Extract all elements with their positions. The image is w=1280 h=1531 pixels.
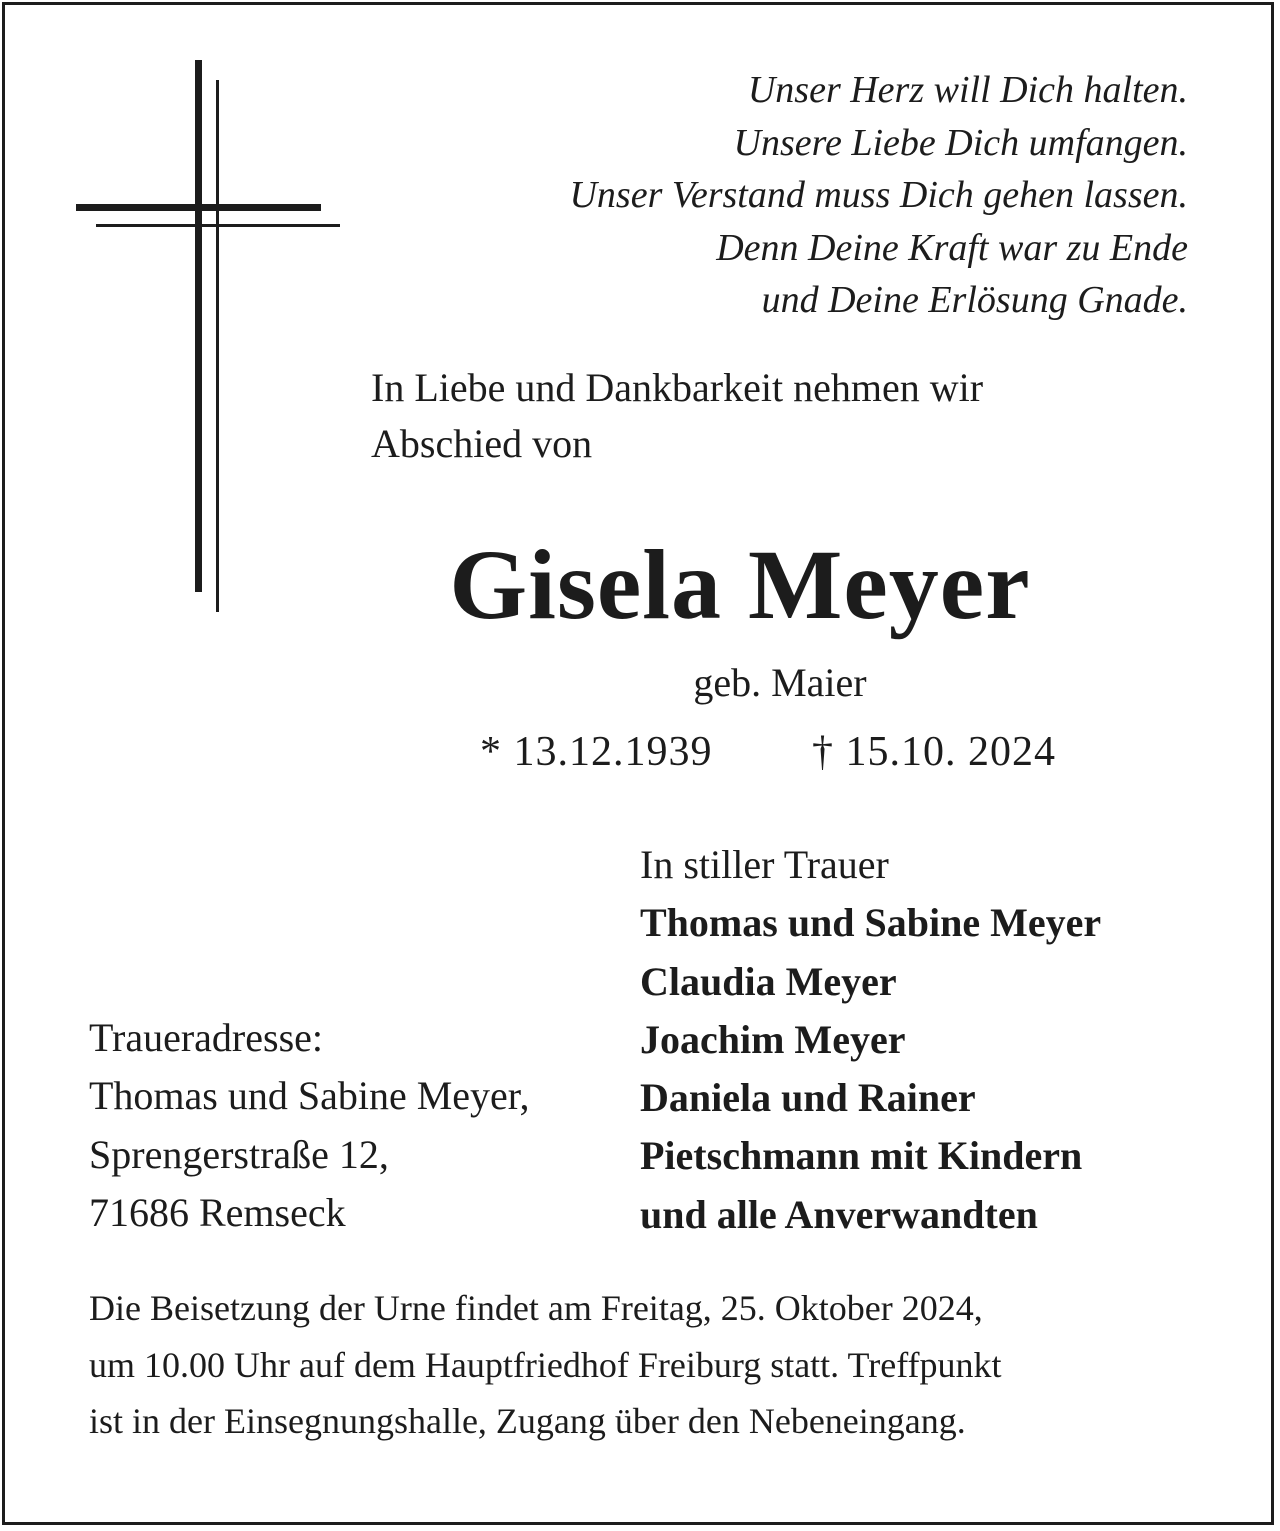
burial-notice bbox=[89, 1280, 1209, 1450]
deceased-name: Gisela Meyer bbox=[449, 529, 1031, 640]
mourner-line: Joachim Meyer bbox=[640, 1016, 906, 1062]
burial-notice-line: um 10.00 Uhr auf dem Hauptfriedhof Freiburg statt. Treffpunkt bbox=[89, 1344, 1002, 1385]
maiden-name: geb. Maier bbox=[693, 660, 867, 705]
mourner-line: Daniela und Rainer bbox=[640, 1075, 976, 1121]
farewell-intro bbox=[371, 360, 1191, 472]
address-line: Thomas und Sabine Meyer, bbox=[89, 1073, 530, 1119]
birth-date: * 13.12.1939 bbox=[480, 729, 713, 775]
burial-notice-line: ist in der Einsegnungshalle, Zugang über den Nebeneingang. bbox=[89, 1401, 966, 1441]
farewell-intro-line: In Liebe und Dankbarkeit nehmen wir bbox=[371, 365, 984, 410]
cross-vertical-thick-bar bbox=[195, 60, 202, 592]
poem-line: Unsere Liebe Dich umfangen. bbox=[733, 121, 1188, 164]
cross-horizontal-thick-bar bbox=[76, 204, 321, 211]
mourner-line: Pietschmann mit Kindern bbox=[640, 1133, 1083, 1179]
address-line: Sprengerstraße 12, bbox=[89, 1131, 389, 1177]
cross-horizontal-thin-bar bbox=[96, 224, 340, 227]
mourners-intro: In stiller Trauer bbox=[640, 842, 889, 887]
poem-line: Unser Verstand muss Dich gehen lassen. bbox=[569, 174, 1188, 216]
address-line: Traueradresse: bbox=[89, 1015, 324, 1060]
mourner-line: und alle Anverwandten bbox=[640, 1191, 1038, 1237]
mourner-line: Claudia Meyer bbox=[640, 958, 897, 1004]
death-date: † 15.10. 2024 bbox=[812, 729, 1056, 775]
poem bbox=[428, 64, 1188, 327]
mourner-line: Thomas und Sabine Meyer bbox=[640, 900, 1102, 946]
farewell-intro-line: Abschied von bbox=[371, 421, 593, 466]
mourning-address bbox=[89, 1009, 629, 1242]
poem-line: Unser Herz will Dich halten. bbox=[747, 69, 1188, 111]
poem-line: und Deine Erlösung Gnade. bbox=[761, 279, 1188, 321]
address-line: 71686 Remseck bbox=[89, 1189, 346, 1235]
burial-notice-line: Die Beisetzung der Urne findet am Freitag, 25. Oktober 2024, bbox=[89, 1288, 983, 1328]
poem-line: Denn Deine Kraft war zu Ende bbox=[716, 226, 1188, 269]
mourners-list bbox=[640, 836, 1240, 1244]
